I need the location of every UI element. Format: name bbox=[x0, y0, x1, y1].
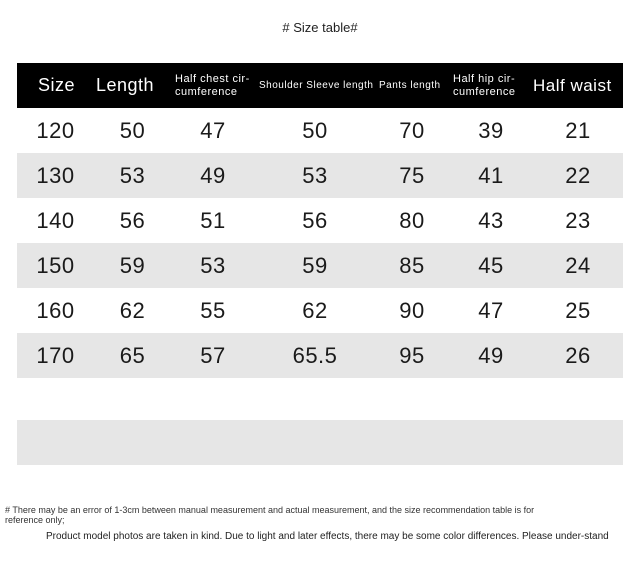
cell-shoulder-sleeve: 50 bbox=[302, 117, 328, 143]
header-half-waist: Half waist bbox=[533, 75, 612, 95]
page-title: # Size table# bbox=[282, 20, 358, 35]
table-row bbox=[17, 198, 623, 243]
cell-half-waist: 24 bbox=[565, 252, 591, 278]
cell-half-waist: 22 bbox=[565, 162, 591, 188]
header-size: Size bbox=[38, 75, 76, 95]
cell-half-hip: 47 bbox=[478, 297, 504, 323]
table-row bbox=[17, 153, 623, 198]
size-table bbox=[17, 63, 623, 378]
cell-half-chest: 49 bbox=[200, 162, 226, 188]
table-row bbox=[17, 243, 623, 288]
table-row bbox=[17, 333, 623, 378]
header-shoulder-sleeve: Shoulder Sleeve length bbox=[259, 79, 374, 91]
cell-size: 160 bbox=[36, 297, 75, 323]
cell-pants-length: 80 bbox=[399, 207, 425, 233]
cell-half-chest: 55 bbox=[200, 297, 226, 323]
header-length: Length bbox=[96, 75, 155, 95]
measurement-note: # There may be an error of 1-3cm between manual measurement and actual measurement, and the size recommendation table is for reference only; bbox=[5, 505, 535, 525]
cell-shoulder-sleeve: 59 bbox=[302, 252, 328, 278]
cell-length: 65 bbox=[119, 342, 146, 368]
cell-half-waist: 21 bbox=[565, 117, 591, 143]
table-header-row bbox=[17, 63, 623, 108]
cell-half-hip: 39 bbox=[478, 117, 504, 143]
cell-half-chest: 57 bbox=[200, 342, 226, 368]
cell-pants-length: 70 bbox=[399, 117, 425, 143]
cell-half-chest: 53 bbox=[200, 252, 226, 278]
cell-length: 56 bbox=[119, 207, 146, 233]
header-half-chest: Half chest cir-cumference bbox=[175, 72, 250, 98]
cell-shoulder-sleeve: 56 bbox=[302, 207, 328, 233]
cell-half-waist: 25 bbox=[565, 297, 591, 323]
cell-half-hip: 49 bbox=[478, 342, 504, 368]
table-row bbox=[17, 288, 623, 333]
cell-shoulder-sleeve: 62 bbox=[302, 297, 328, 323]
cell-size: 170 bbox=[36, 342, 75, 368]
cell-half-hip: 45 bbox=[478, 252, 504, 278]
cell-pants-length: 75 bbox=[399, 162, 425, 188]
empty-table-band bbox=[17, 420, 623, 465]
cell-half-waist: 26 bbox=[565, 342, 591, 368]
cell-half-chest: 47 bbox=[200, 117, 226, 143]
cell-length: 62 bbox=[119, 297, 146, 323]
table-row bbox=[17, 108, 623, 153]
cell-shoulder-sleeve: 65.5 bbox=[292, 342, 338, 368]
photo-note: Product model photos are taken in kind. Due to light and later effects, there may be some color differences. Please under-stand bbox=[46, 531, 609, 542]
cell-pants-length: 85 bbox=[399, 252, 425, 278]
header-half-hip: Half hip cir-cumference bbox=[453, 72, 516, 98]
cell-length: 53 bbox=[119, 162, 146, 188]
cell-pants-length: 90 bbox=[399, 297, 425, 323]
cell-pants-length: 95 bbox=[399, 342, 425, 368]
cell-size: 150 bbox=[36, 252, 75, 278]
cell-half-waist: 23 bbox=[565, 207, 591, 233]
cell-size: 120 bbox=[36, 117, 75, 143]
cell-size: 140 bbox=[36, 207, 75, 233]
cell-shoulder-sleeve: 53 bbox=[302, 162, 328, 188]
header-pants-length: Pants length bbox=[379, 79, 441, 91]
cell-size: 130 bbox=[36, 162, 75, 188]
cell-length: 59 bbox=[119, 252, 146, 278]
cell-half-chest: 51 bbox=[200, 207, 226, 233]
cell-length: 50 bbox=[119, 117, 146, 143]
cell-half-hip: 43 bbox=[478, 207, 504, 233]
cell-half-hip: 41 bbox=[478, 162, 504, 188]
